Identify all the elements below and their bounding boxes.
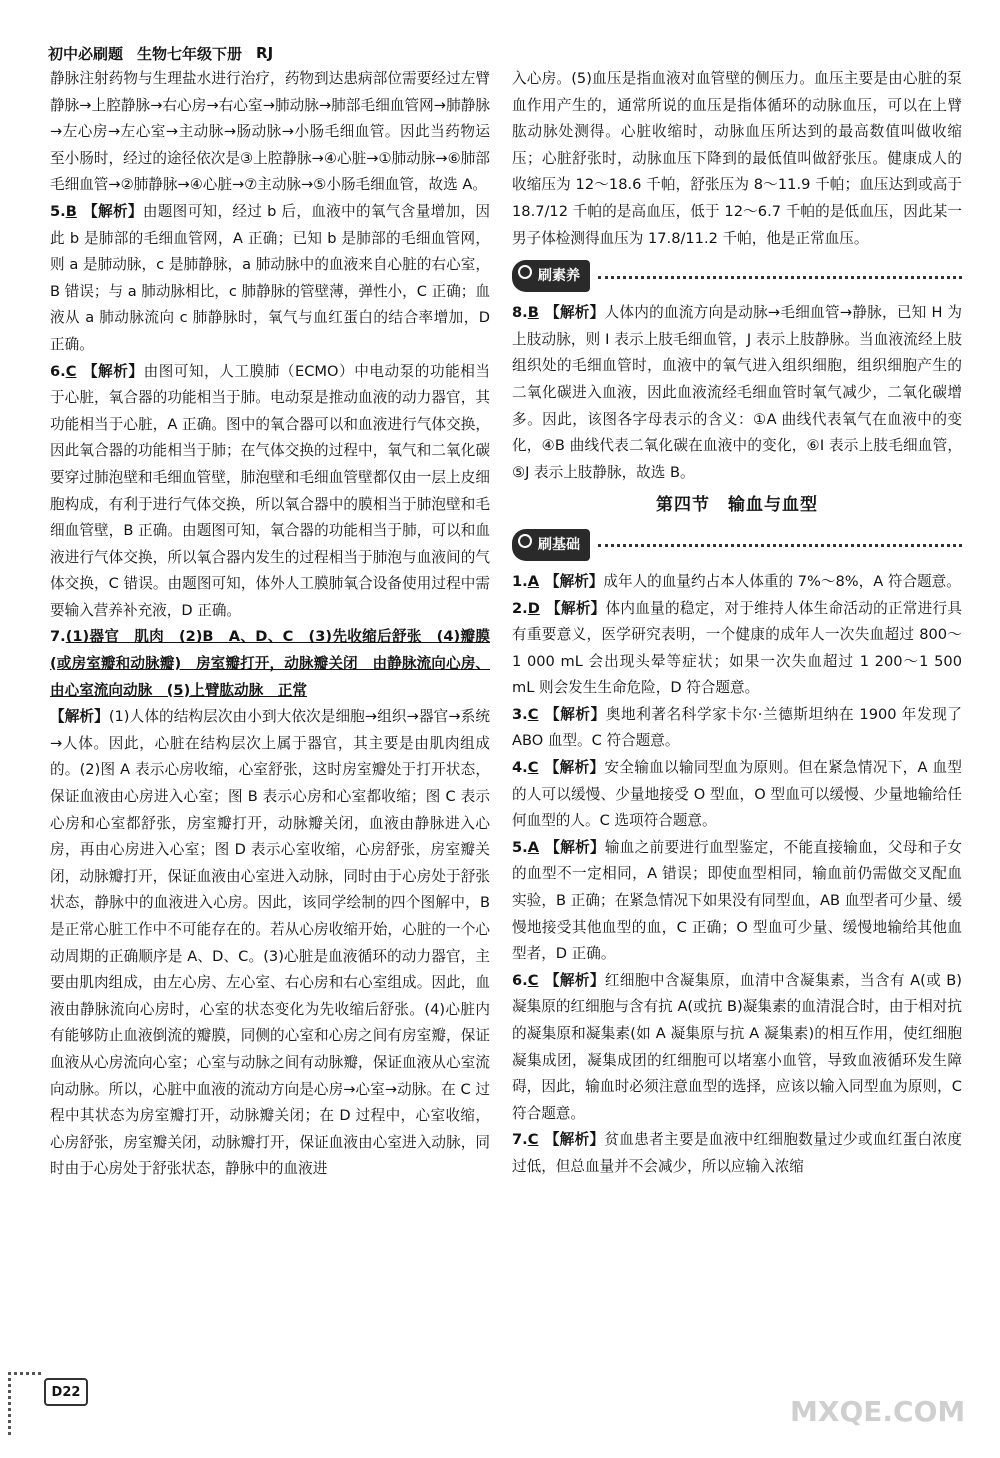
dotted-divider: [598, 274, 962, 279]
answer-item-1: 1.A 【解析】成年人的血量约占本人体重的 7%～8%，A 符合题意。: [512, 572, 961, 590]
answer-item-4: 4.C 【解析】安全输血以输同型血为原则。但在紧急情况下，A 血型的人可以缓慢、少量地接受 O 型血，O 型血可以缓慢、少量地输给任何血型的人。C 选项符合题意。: [512, 759, 962, 830]
edition-label: RJ: [256, 44, 274, 62]
page-header: [48, 38, 978, 68]
answer-item-5: 5.B 【解析】由题图可知，经过 b 后，血液中的氧气含量增加，因此 b 是肺部的毛细血管网，A 正确；已知 b 是肺部的毛细血管网，则 a 是肺动脉，c 是肺静脉，a 肺动脉中的血液来自心脏的右心室，B 错误；与 a 肺动脉相比，c 肺静脉的管壁薄，弹性小，C 正确；血液从 a 肺动脉流向 c 肺静脉时，氧气与血红蛋白的结合率增加，D 正确。: [50, 202, 490, 353]
answer-item-3: 3.C 【解析】奥地利著名科学家卡尔·兰德斯坦纳在 1900 年发现了 ABO 血型。C 符合题意。: [512, 705, 962, 750]
answer-item-7: 7.(1)器官 肌肉 (2)B A、D、C (3)先收缩后舒张 (4)瓣膜(或房室瓣和动脉瓣) 房室瓣打开，动脉瓣关闭 由静脉流向心房、由心室流向动脉 (5)上臂肱动脉 正常: [50, 628, 490, 699]
dotted-divider: [598, 542, 962, 547]
band-badge: 刷基础: [512, 529, 590, 562]
section-band-basic: [512, 527, 962, 563]
section-title: 第四节 输血与血型: [656, 495, 818, 516]
section-band-literacy: [512, 258, 962, 294]
answer-item-2: 2.D 【解析】体内血量的稳定，对于维持人体生命活动的正常进行具有重要意义，医学研究表明，一个健康的成年人一次失血超过 800～1 000 mL 会出现头晕等症状；如果一次失血超过 1 200～1 500 mL 则会发生生命危险，D 符合题意。: [512, 599, 962, 697]
right-column: [512, 66, 962, 1181]
corner-dots: [8, 1372, 41, 1435]
answer-item-5-right: 5.A 【解析】输血之前要进行血型鉴定，不能直接输血，父母和子女的血型不一定相同，A 错误；即使血型相同，输血前仍需做交叉配血实验，B 正确；在紧急情况下如果没有同型血，AB 血型者可少量、缓慢地接受其他血型的血，C 正确；O 型血可少量、缓慢地输给其他血型者，D 正确。: [512, 838, 962, 963]
explanation-7: 【解析】(1)人体的结构层次由小到大依次是细胞→组织→器官→系统→人体。因此，心脏在结构层次上属于器官，其主要是由肌肉组成的。(2)图 A 表示心房收缩，心室舒张，这时房室瓣处于打开状态，保证血液由心房进入心室；图 B 表示心房和心室都收缩；图 C 表示心房和心室都舒张，房室瓣打开，动脉瓣关闭，血液由静脉进入心房，再由心房进入心室；图 D 表示心室收缩，心房舒张，房室瓣关闭，动脉瓣打开，保证血液由心室进入动脉，同时由于心房处于舒张状态，静脉中的血液进入心房。因此，该同学绘制的四个图解中，B 是正常心脏工作中不可能存在的。若从心房收缩开始，心脏的一个心动周期的正确顺序是 A、D、C。(3)心脏是血液循环的动力器官，主要由肌肉组成，由左心房、左心室、右心房和右心室组成。因此，血液由静脉流向心房时，心室的状态变化为先收缩后舒张。(4)心脏内有能够防止血液倒流的瓣膜，同侧的心室和心房之间有房室瓣，保证血液从心房流向心室；心室与动脉之间有动脉瓣，保证血液从心室流向动脉。所以，心脏中血液的流动方向是心房→心室→动脉。在 C 过程中其状态为房室瓣打开，动脉瓣关闭；在 D 过程中，心室收缩，心房舒张，房室瓣关闭，动脉瓣打开，保证血液由心室进入动脉，同时由于心房处于舒张状态，静脉中的血液进: [50, 708, 490, 1178]
left-column: [50, 66, 490, 1183]
continued-paragraph: 静脉注射药物与生理盐水进行治疗，药物到达患病部位需要经过左臂静脉→上腔静脉→右心房→右心室→肺动脉→肺部毛细血管网→肺静脉→左心房→左心室→主动脉→肠动脉→小肠毛细血管。因此当药物运至小肠时，经过的途径依次是③上腔静脉→④心脏→①肺动脉→⑥肺部毛细血管→②肺静脉→④心脏→⑦主动脉→⑤小肠毛细血管，故选 A。: [50, 70, 490, 194]
answer-item-8: 8.B 【解析】人体内的血流方向是动脉→毛细血管→静脉，已知 H 为上肢动脉，则 I 表示上肢毛细血管，J 表示上肢静脉。当血液流经上肢组织处的毛细血管时，血液中的氧气进入组织细胞，组织细胞产生的二氧化碳进入血液，因此血液流经毛细血管时氧气减少，二氧化碳增多。因此，该图各字母表示的含义：①A 曲线代表氧气在血液中的变化，④B 曲线代表二氧化碳在血液中的变化，⑥I 表示上肢毛细血管，⑤J 表示上肢静脉，故选 B。: [512, 304, 962, 481]
answer-item-7-right: 7.C 【解析】贫血患者主要是血液中红细胞数量过少或血红蛋白浓度过低，但总血量并不会减少，所以应输入浓缩: [512, 1131, 962, 1175]
band-badge: 刷素养: [512, 260, 590, 293]
series-title: 初中必刷题: [48, 44, 124, 63]
answer-item-6: 6.C 【解析】由图可知，人工膜肺（ECMO）中电动泵的功能相当于心脏，氧合器的功能相当于肺。电动泵是推动血液的动力器官，其功能相当于心脏，A 正确。图中的氧合器可以和血液进行气体交换，因此氧合器的功能相当于肺；在气体交换的过程中，氧气和二氧化碳要穿过肺泡壁和毛细血管壁，肺泡壁和毛细血管壁都仅由一层上皮细胞构成，有利于进行气体交换，所以氧合器中的膜相当于肺泡壁和毛细血管壁，B 正确。由题图可知，氧合器的功能相当于肺，可以和血液进行气体交换，所以氧合器内发生的过程相当于肺泡与血液间的气体交换，C 错误。由题图可知，体外人工膜肺氧合设备使用过程中需要输入营养补充液，D 正确。: [50, 362, 490, 619]
subject-title: 生物七年级下册: [137, 44, 243, 63]
page-number: D22: [44, 1378, 88, 1406]
answer-item-6-right: 6.C 【解析】红细胞中含凝集原，血清中含凝集素，当含有 A(或 B)凝集原的红细胞与含有抗 A(或抗 B)凝集素的血清混合时，由于相对抗的凝集原和凝集素(如 A 凝集原与抗 A 凝集素)的相互作用，使红细胞凝集成团，凝集成团的红细胞可以堵塞小血管，导致血液循环发生障碍，因此，输血时必须注意血型的选择，应该以输入同型血为原则，C 符合题意。: [512, 971, 962, 1122]
watermark-text: MXQE.COM: [790, 1395, 966, 1428]
continued-paragraph-right: 入心房。(5)血压是指血液对血管壁的侧压力。血压主要是由心脏的泵血作用产生的，通常所说的血压是指体循环的动脉血压，可以在上臂肱动脉处测得。心脏收缩时，动脉血压所达到的最高数值叫做收缩压；心脏舒张时，动脉血压下降到的最低值叫做舒张压。健康成人的收缩压为 12～18.6 千帕，舒张压为 8～11.9 千帕；血压达到或高于 18.7/12 千帕的是高血压，低于 12～6.7 千帕的是低血压，因此某一男子体检测得血压为 17.8/11.2 千帕，他是正常血压。: [512, 70, 962, 247]
